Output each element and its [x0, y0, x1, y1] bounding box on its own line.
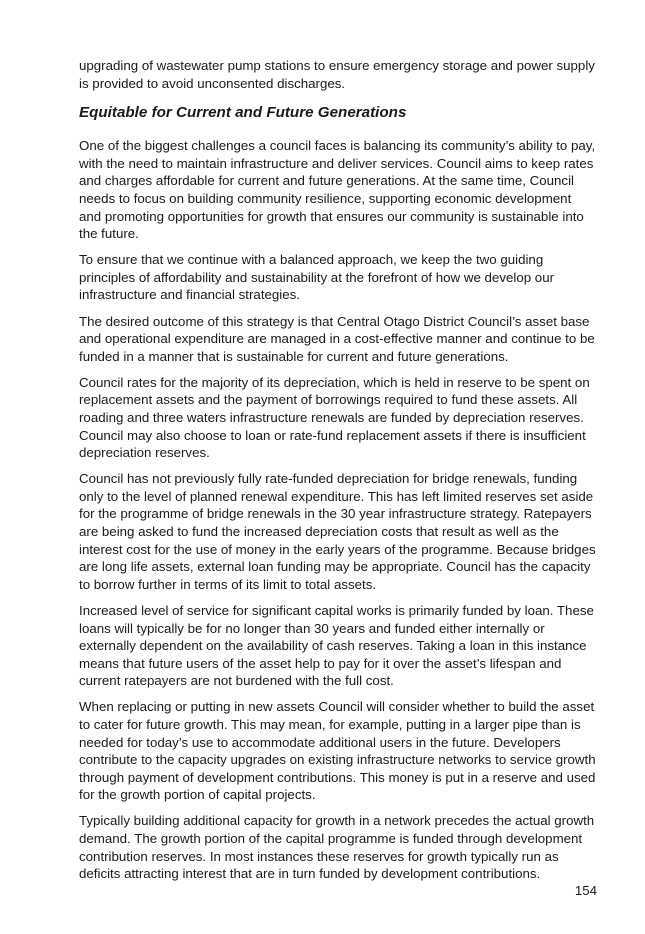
document-page: [79, 57, 597, 891]
section-heading: Equitable for Current and Future Generations: [79, 104, 407, 122]
paragraph-future-growth: When replacing or putting in new assets Council will consider whether to build the asset to cater for future growth. This may mean, for example, putting in a larger pipe than is needed for today’s use to accommodate additional users in the future. Developers contribute to the capacity upgrades on existing infrastructure networks to service growth through payment of development contributions. This money is put in a reserve and used for the growth portion of capital projects.: [79, 699, 596, 803]
paragraph-balancing-challenges: One of the biggest challenges a council faces is balancing its community’s ability to pay, with the need to maintain infrastructure and deliver services. Council aims to keep rates and charges affordable for current and future generations. At the same time, Council needs to focus on building community resilience, supporting economic development and promoting opportunities for growth that ensures our community is sustainable into the future.: [79, 138, 596, 242]
paragraph-desired-outcome: The desired outcome of this strategy is that Central Otago District Council’s asset base and operational expenditure are managed in a cost-effective manner and continue to be funded in a manner that is sustainable for current and future generations.: [79, 313, 595, 364]
paragraph-bridge-renewals: Council has not previously fully rate-funded depreciation for bridge renewals, funding only to the level of planned renewal expenditure. This has left limited reserves set aside for the programme of bridge renewals in the 30 year infrastructure strategy. Ratepayers are being asked to fund the increased depreciation costs that result as well as the interest cost for the use of money in the early years of the programme. Because bridges are long life assets, external loan funding may be appropriate. Council has the capacity to borrow further in terms of its limit to total assets.: [79, 471, 596, 592]
paragraph-growth-capacity: Typically building additional capacity for growth in a network precedes the actual growth demand. The growth portion of the capital programme is funded through development contribution reserves. In most instances these reserves for growth typically run as deficits attracting interest that are in turn funded by development contributions.: [79, 813, 595, 882]
paragraph-guiding-principles: To ensure that we continue with a balanced approach, we keep the two guiding principles of affordability and sustainability at the forefront of how we develop our infrastructure and financial strategies.: [79, 252, 555, 303]
page-number: 154: [574, 883, 597, 898]
intro-paragraph: upgrading of wastewater pump stations to ensure emergency storage and power supply is provided to avoid unconsented discharges.: [79, 58, 595, 91]
paragraph-depreciation-reserves: Council rates for the majority of its depreciation, which is held in reserve to be spent on replacement assets and the payment of borrowings required to fund these assets. All roading and three waters infrastructure renewals are funded by depreciation reserves. Council may also choose to loan or rate-fund replacement assets if there is insufficient depreciation reserves.: [79, 374, 590, 461]
paragraph-loan-funding: Increased level of service for significant capital works is primarily funded by loan. These loans will typically be for no longer than 30 years and funded either internally or externally dependent on the availability of cash reserves. Taking a loan in this instance means that future users of the asset help to pay for it over the asset’s lifespan and current ratepayers are not burdened with the full cost.: [79, 602, 594, 689]
